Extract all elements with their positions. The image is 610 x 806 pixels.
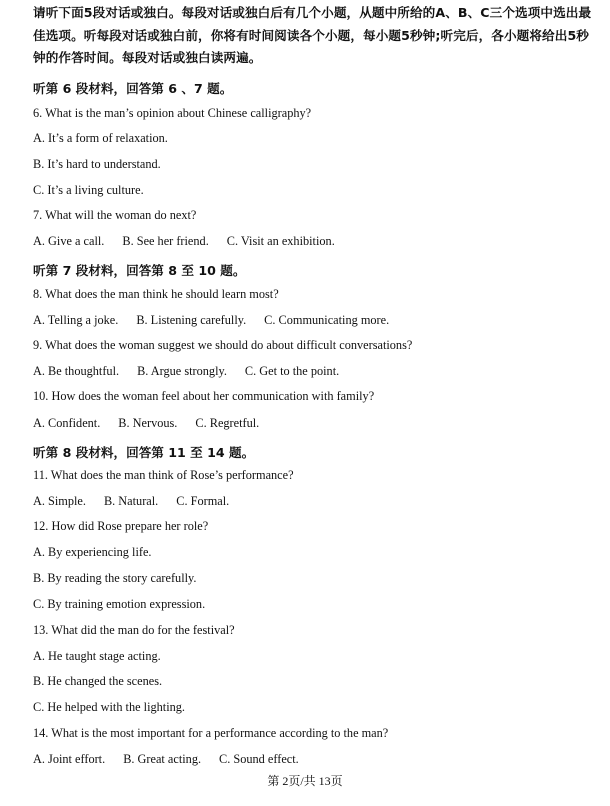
question-7-options [33,234,353,249]
question-12-stem: 12. How did Rose prepare her role? [33,519,209,533]
question-10-stem: 10. How does the woman feel about her communication with family? [33,389,375,403]
question-8-option-a: A. Telling a joke. [33,313,119,327]
question-9-stem: 9. What does the woman suggest we should do about difficult conversations? [33,338,413,352]
question-9-option-c: C. Get to the point. [244,364,340,378]
question-13-option-c: C. He helped with the lighting. [33,700,185,714]
question-11-options [33,494,247,509]
question-11-option-b: B. Natural. [103,494,159,508]
question-14-options [33,752,317,767]
page-footer: 第 2页/共 13页 [267,774,343,788]
question-13-option-a: A. He taught stage acting. [33,649,161,663]
question-13-stem: 13. What did the man do for the festival? [33,623,235,637]
section-heading-6: 听第 6 段材料，回答第 6 、7 题。 [33,81,233,96]
question-14-option-a: A. Joint effort. [33,752,106,766]
question-8-option-b: B. Listening carefully. [136,313,247,327]
question-11-stem: 11. What does the man think of Rose’s performance? [33,468,294,482]
question-14-option-b: B. Great acting. [123,752,202,766]
question-6-option-b: B. It’s hard to understand. [33,157,161,171]
question-14-option-c: C. Sound effect. [219,752,299,766]
question-9-option-b: B. Argue strongly. [137,364,227,378]
question-10-option-a: A. Confident. [33,416,101,430]
question-12-option-a: A. By experiencing life. [33,545,152,559]
question-6-option-c: C. It’s a living culture. [33,183,144,197]
question-11-option-c: C. Formal. [176,494,230,508]
question-12-option-c: C. By training emotion expression. [33,597,206,611]
question-7-stem: 7. What will the woman do next? [33,208,197,222]
question-12-option-b: B. By reading the story carefully. [33,571,197,585]
question-6-stem: 6. What is the man’s opinion about Chinese calligraphy? [33,106,312,120]
question-10-options [33,416,277,431]
question-10-option-c: C. Regretful. [195,416,260,430]
section-heading-7: 听第 7 段材料，回答第 8 至 10 题。 [33,263,246,278]
section-heading-8: 听第 8 段材料，回答第 11 至 14 题。 [33,445,255,460]
question-10-option-b: B. Nervous. [118,416,178,430]
question-8-stem: 8. What does the man think he should learn most? [33,287,279,301]
question-7-option-a: A. Give a call. [33,234,105,248]
question-9-options [33,364,357,379]
question-7-option-b: B. See her friend. [122,234,209,248]
listening-instructions: 请听下面5段对话或独白。每段对话或独白后有几个小题，从题中所给的A、B、C三个选项中选出最佳选项。听每段对话或独白前，你将有时间阅读各个小题，每小题5秒钟;听完后，各小题将给出5秒钟的作答时间。每段对话或独白读两遍。 [33,5,592,65]
question-8-options [33,313,407,328]
question-14-stem: 14. What is the most important for a performance according to the man? [33,726,389,740]
question-7-option-c: C. Visit an exhibition. [226,234,335,248]
question-6-option-a: A. It’s a form of relaxation. [33,131,168,145]
question-13-option-b: B. He changed the scenes. [33,674,163,688]
question-8-option-c: C. Communicating more. [264,313,390,327]
question-9-option-a: A. Be thoughtful. [33,364,120,378]
question-11-option-a: A. Simple. [33,494,86,508]
